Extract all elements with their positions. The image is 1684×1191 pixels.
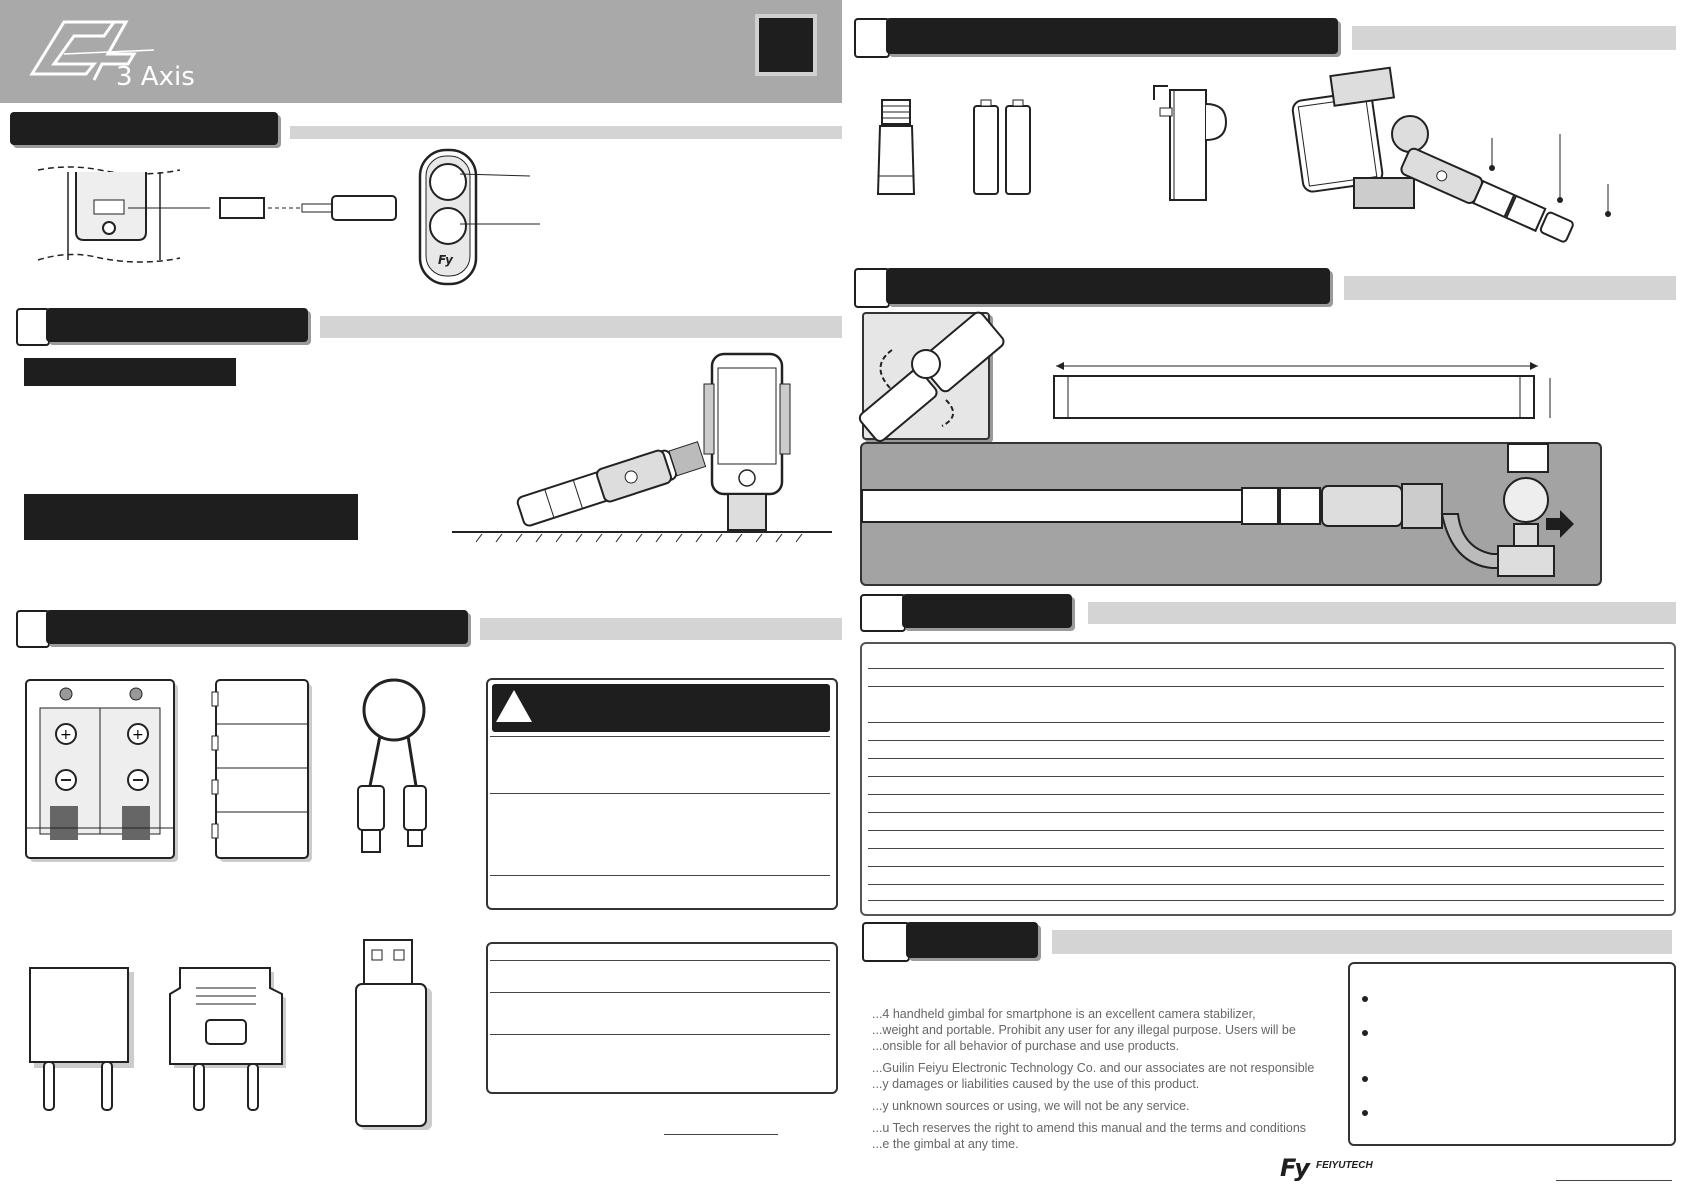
section-bar <box>290 126 842 139</box>
divider <box>868 794 1664 795</box>
section-bar <box>320 316 842 338</box>
divider <box>868 686 1664 687</box>
bullet-icon <box>1362 996 1368 1002</box>
signature-line <box>664 1134 778 1135</box>
section-header-specs <box>902 594 1072 628</box>
footer-line <box>1556 1180 1672 1181</box>
divider <box>868 740 1664 741</box>
batteries-illustration <box>972 100 1034 196</box>
section-tab <box>16 610 50 648</box>
section-header-package <box>886 18 1338 54</box>
disclaimer-line: ...Guilin Feiyu Electronic Technology Co. and our associates are not responsible <box>872 1061 1315 1075</box>
divider <box>868 776 1664 777</box>
divider <box>490 992 830 993</box>
divider <box>868 668 1664 669</box>
us-plug-adapter-illustration <box>30 968 140 1118</box>
note-box <box>24 494 358 540</box>
divider <box>868 830 1664 831</box>
rod-dimension-diagram <box>1050 360 1560 424</box>
divider <box>490 736 830 737</box>
disclaimer-line: ...weight and portable. Prohibit any user for any illegal purpose. Users will be <box>872 1023 1296 1037</box>
divider <box>490 960 830 961</box>
gimbal-assembled-illustration <box>1290 74 1620 260</box>
section-tab <box>16 308 50 346</box>
bullet-icon <box>1362 1110 1368 1116</box>
disclaimer-line: ...onsible for all behavior of purchase and use products. <box>872 1039 1180 1053</box>
section-square-marker <box>755 14 817 76</box>
charging-port-diagram <box>30 160 460 280</box>
spec-lines-box <box>860 642 1676 916</box>
disclaimer-line: ...y damages or liabilities caused by the use of this product. <box>872 1077 1200 1091</box>
section-header-extension <box>886 268 1330 304</box>
section-bar <box>480 618 842 640</box>
disclaimer-line: ...u Tech reserves the right to amend this manual and the terms and conditions <box>872 1121 1307 1135</box>
gimbal-mount-illustration <box>1150 86 1230 202</box>
divider <box>868 722 1664 723</box>
divider <box>868 866 1664 867</box>
section-header-charging <box>10 112 278 145</box>
rod-twist-detail <box>866 316 984 434</box>
svg-text:+: + <box>60 727 72 743</box>
section-header-accessories <box>46 610 468 644</box>
gimbal-phone-illustration <box>452 354 832 544</box>
bullet-list-box <box>1348 962 1676 1146</box>
footer-logo-text: FEIYUTECH <box>1316 1160 1373 1171</box>
section-bar <box>1052 930 1672 954</box>
divider <box>490 793 830 794</box>
step-label-box <box>24 358 236 386</box>
disclaimer-line: ...4 handheld gimbal for smartphone is an excellent camera stabilizer, <box>872 1007 1256 1021</box>
divider <box>490 875 830 876</box>
section-tab <box>854 268 890 308</box>
section-tab <box>854 18 890 58</box>
disclaimer-line: ...e the gimbal at any time. <box>872 1137 1019 1151</box>
warning-triangle-icon <box>494 688 534 724</box>
disclaimer-line: ...y unknown sources or using, we will not be any service. <box>872 1099 1190 1113</box>
svg-text:Fy: Fy <box>1280 1154 1310 1182</box>
rod-inserted-illustration <box>862 444 1596 580</box>
spec-table-box <box>486 942 838 1094</box>
remote-control-diagram <box>416 146 546 286</box>
svg-text:+: + <box>132 727 144 743</box>
section-bar <box>1344 276 1676 300</box>
bullet-icon <box>1362 1076 1368 1082</box>
divider <box>490 1034 830 1035</box>
section-bar <box>1352 26 1676 50</box>
battery-charger-illustration <box>26 680 186 866</box>
section-bar <box>1088 602 1676 624</box>
eu-plug-adapter-illustration <box>170 968 300 1118</box>
usb-charger-illustration <box>354 940 434 1134</box>
bullet-icon <box>1362 1030 1368 1036</box>
battery-case-illustration <box>216 680 316 866</box>
divider <box>868 758 1664 759</box>
usb-cable-illustration <box>354 676 434 866</box>
section-tab <box>862 922 910 962</box>
warning-header <box>492 684 830 732</box>
divider <box>868 900 1664 901</box>
section-tab <box>860 594 906 632</box>
section-header-disclaimer <box>906 922 1038 958</box>
product-subtitle: 3 Axis <box>116 62 195 92</box>
divider <box>868 884 1664 885</box>
divider <box>868 848 1664 849</box>
svg-text:Fy: Fy <box>438 253 453 267</box>
extension-rod-illustration <box>878 100 918 196</box>
divider <box>868 812 1664 813</box>
section-header-mounting <box>46 308 308 342</box>
